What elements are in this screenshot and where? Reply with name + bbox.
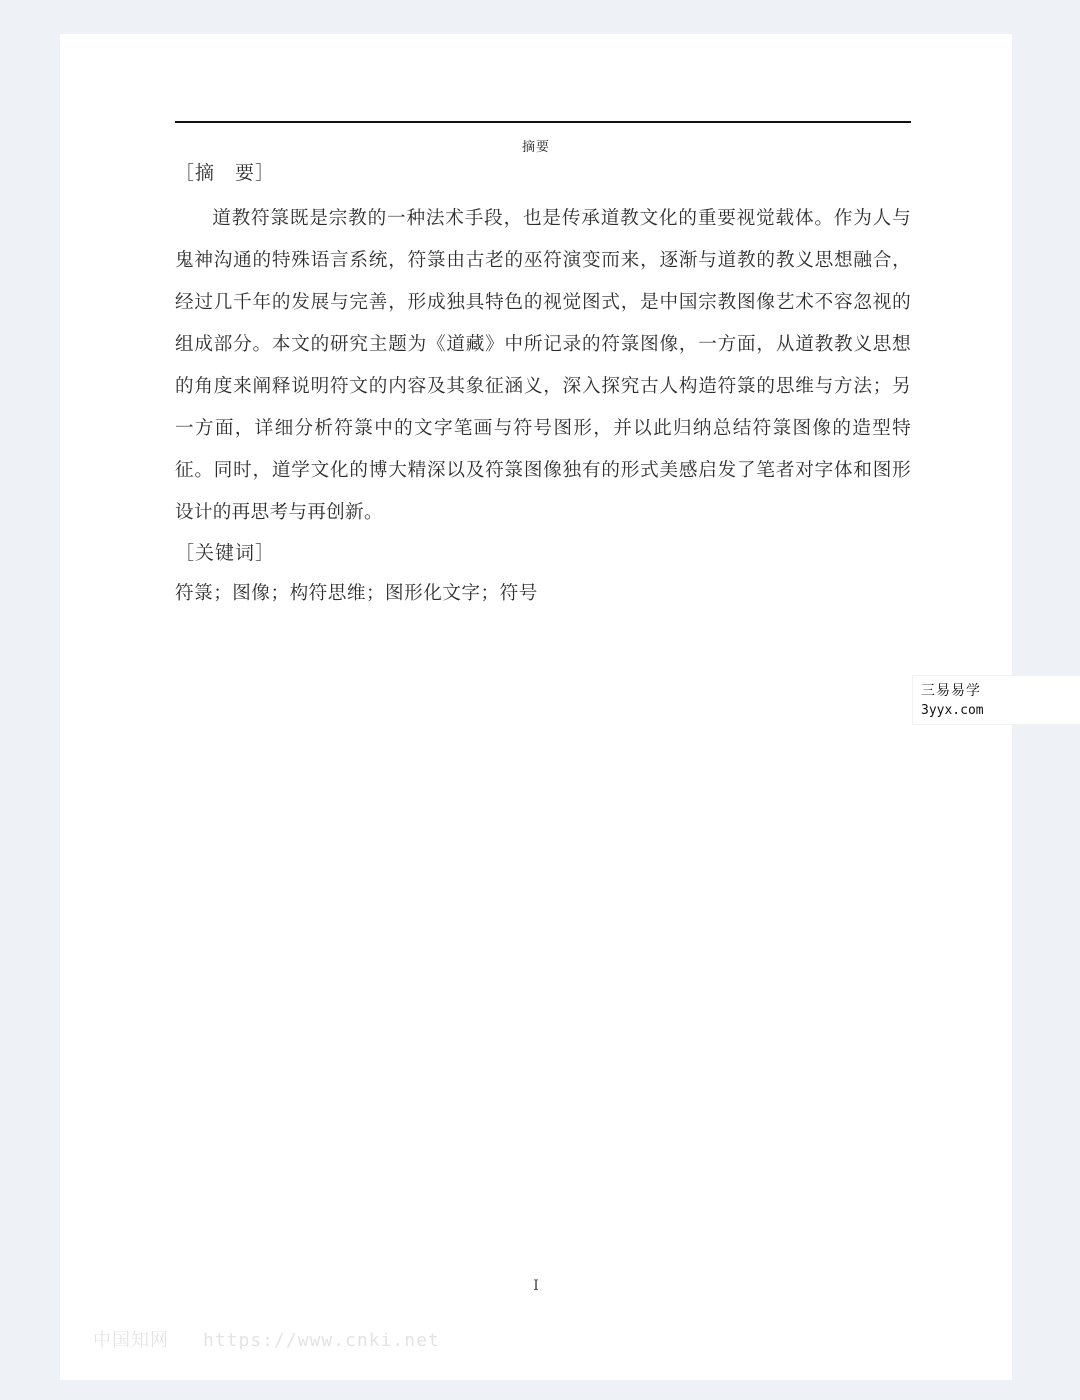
site-stamp-name: 三易易学 <box>921 683 981 699</box>
abstract-heading: ［摘 要］ <box>175 162 276 184</box>
running-header: 摘要 <box>521 140 550 155</box>
page-number: I <box>533 1278 539 1294</box>
keywords-text: 符箓；图像；构符思维；图形化文字；符号 <box>175 583 538 604</box>
keywords-heading: ［关键词］ <box>175 542 276 564</box>
watermark-name: 中国知网 <box>93 1330 169 1351</box>
cnki-watermark <box>93 1326 440 1352</box>
watermark-url: https://www.cnki.net <box>203 1330 440 1351</box>
abstract-paragraph: 道教符箓既是宗教的一种法术手段，也是传承道教文化的重要视觉载体。作为人与鬼神沟通的特殊语言系统，符箓由古老的巫符演变而来，逐渐与道教的教义思想融合，经过几千年的发展与完善，形成独具特色的视觉图式，是中国宗教图像艺术不容忽视的组成部分。本文的研究主题为《道藏》中所记录的符箓图像，一方面，从道教教义思想的角度来阐释说明符文的内容及其象征涵义，深入探究古人构造符箓的思维与方法；另一方面，详细分析符箓中的文字笔画与符号图形，并以此归纳总结符箓图像的造型特征。同时，道学文化的博大精深以及符箓图像独有的形式美感启发了笔者对字体和图形设计的再思考与再创新。 <box>175 208 911 523</box>
header-rule <box>175 121 911 123</box>
site-stamp <box>912 675 1080 725</box>
site-stamp-domain: 3yyx.com <box>921 703 984 718</box>
document-page <box>60 34 1012 1380</box>
